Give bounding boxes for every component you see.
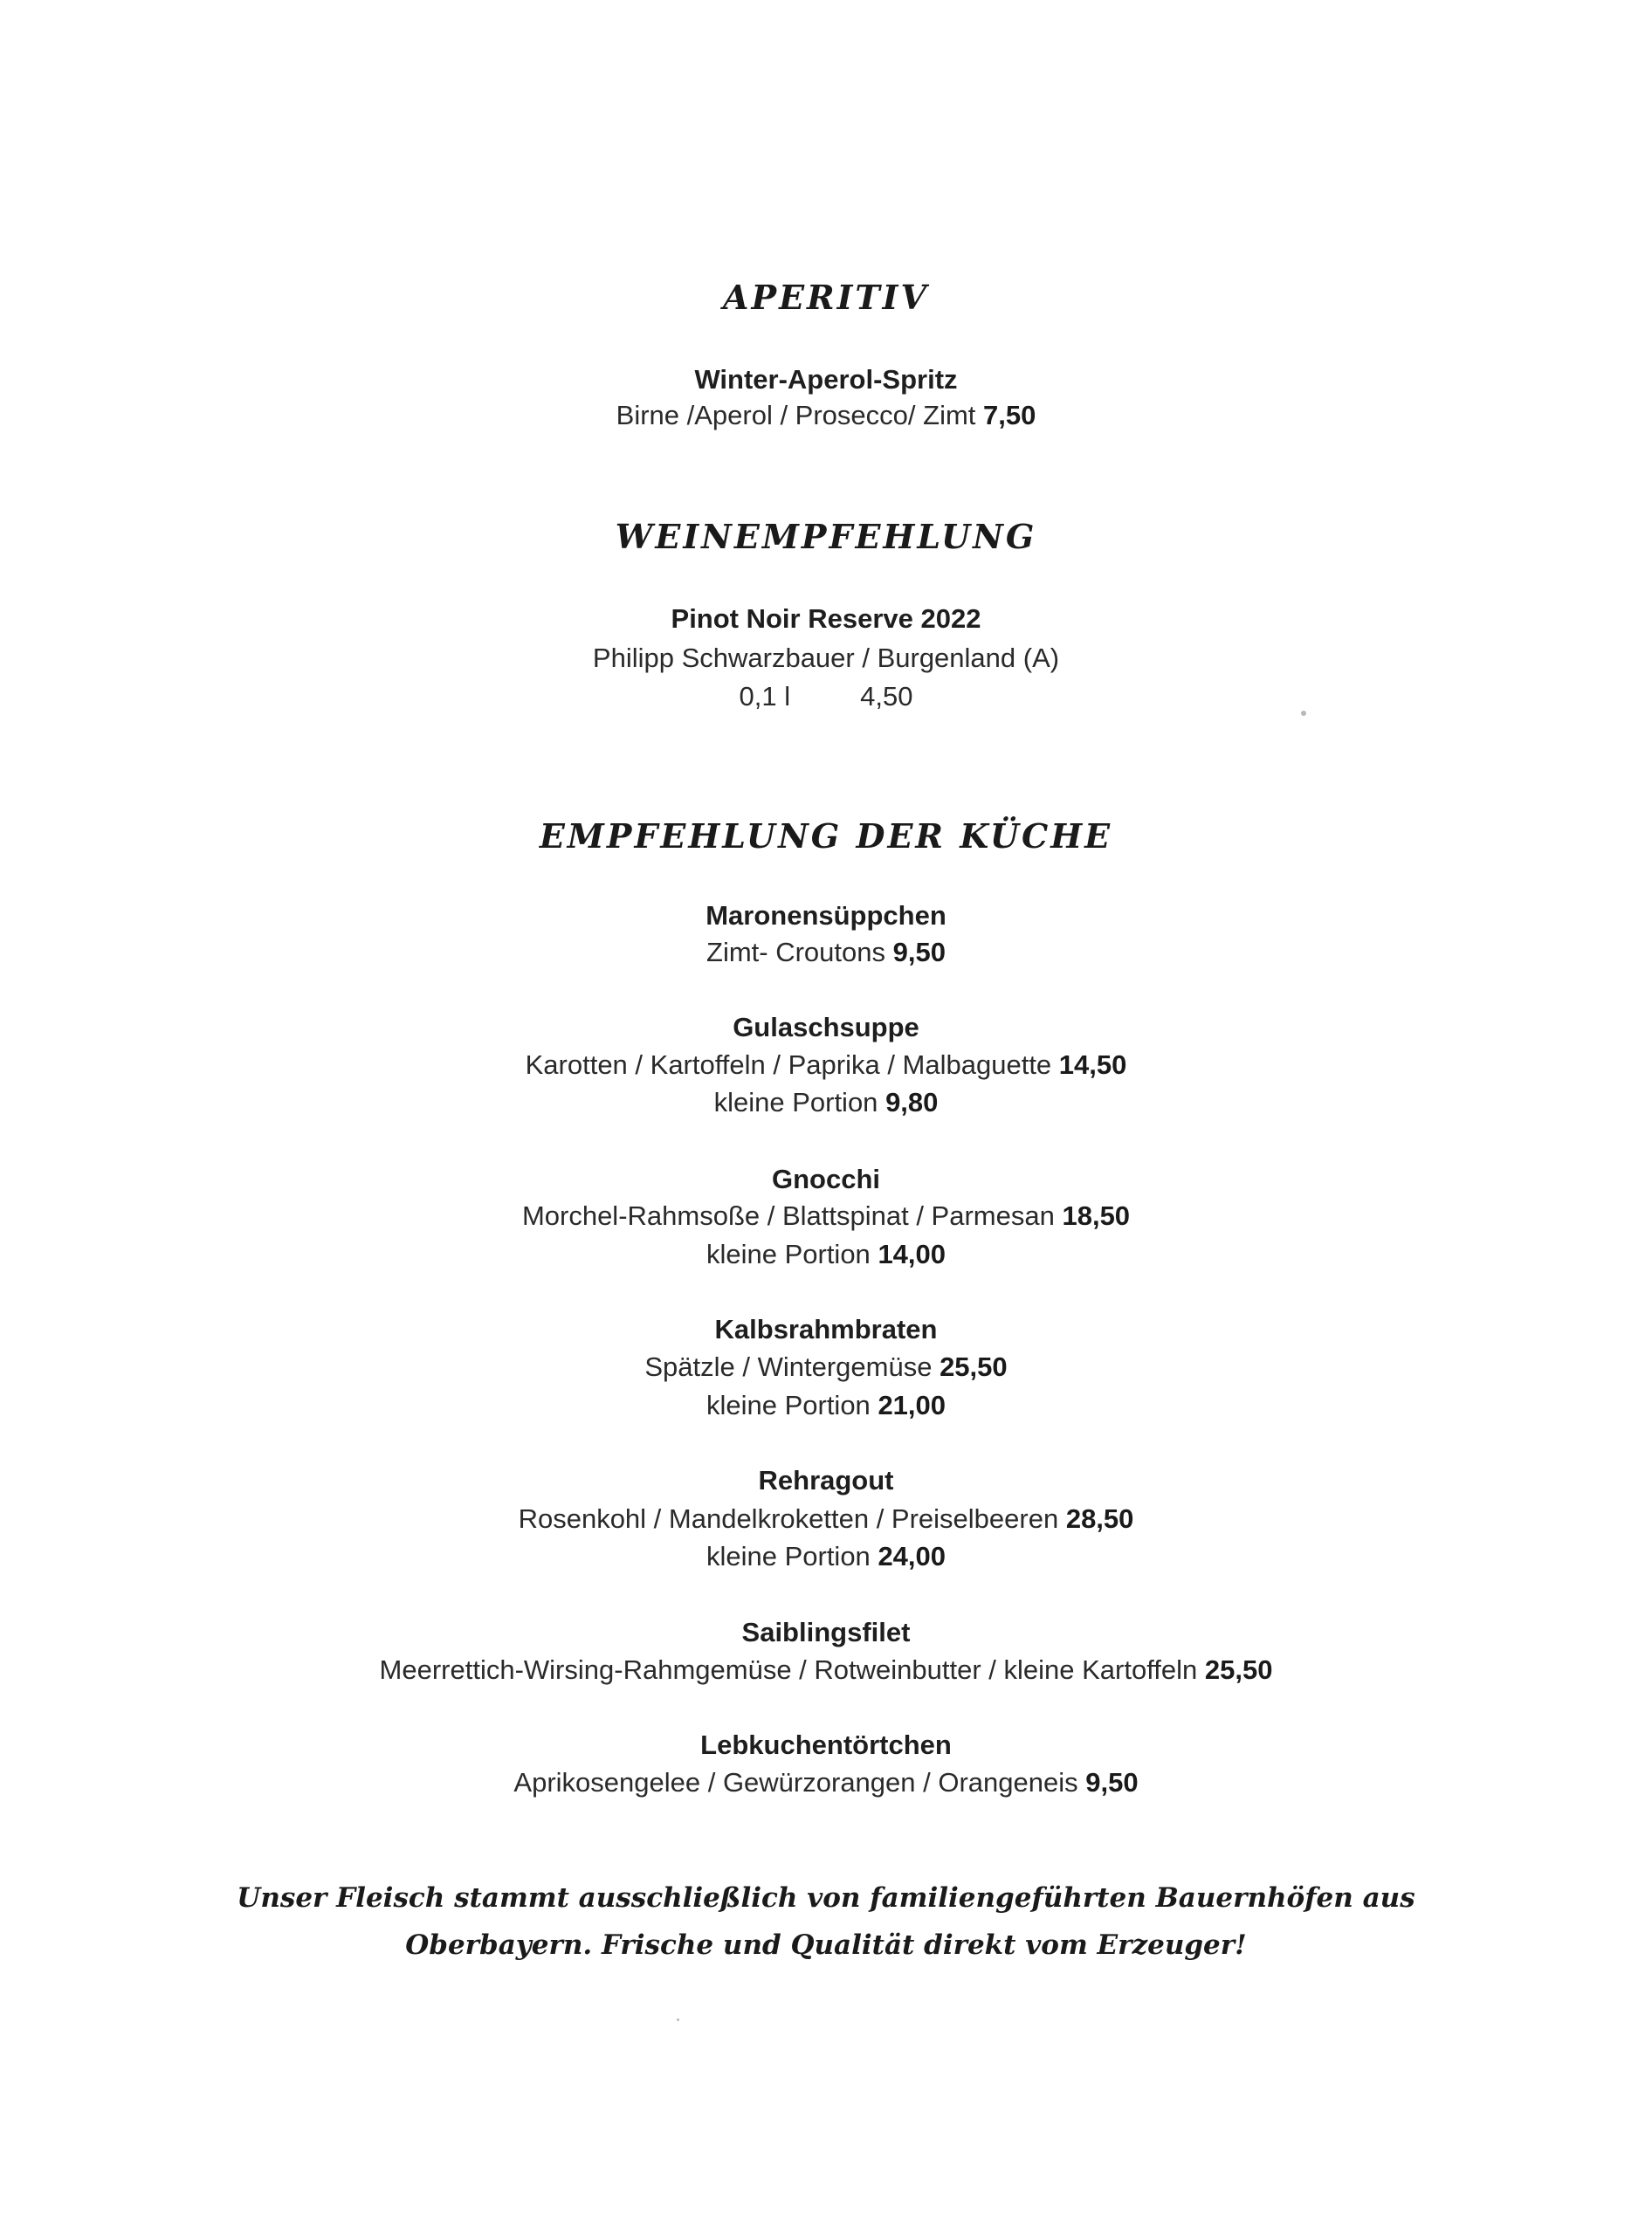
item-small-portion (0, 1541, 1652, 1572)
small-portion-price: 14,00 (878, 1239, 946, 1269)
item-desc (0, 1654, 1652, 1686)
item-name: Gnocchi (771, 1164, 880, 1194)
item-name: Maronensüppchen (706, 900, 946, 931)
item-desc (0, 937, 1652, 968)
small-portion-price: 21,00 (878, 1390, 946, 1420)
item-desc-text: Rosenkohl / Mandelkroketten / Preiselbeeren (518, 1503, 1059, 1534)
scan-speck (677, 2018, 679, 2021)
item-desc-text: Spätzle / Wintergemüse (644, 1351, 933, 1382)
item-small-portion (0, 1390, 1652, 1421)
section-title-aperitiv: APERITIV (723, 278, 929, 317)
item-desc-text: Morchel-Rahmsoße / Blattspinat / Parmesan (521, 1200, 1055, 1231)
item-price: 28,50 (1065, 1503, 1134, 1534)
item-desc-text: Meerrettich-Wirsing-Rahmgemüse / Rotweinbutter / kleine Kartoffeln (379, 1654, 1198, 1685)
section-title-kueche: EMPFEHLUNG DER KÜCHE (539, 816, 1113, 856)
item-desc-wein: Philipp Schwarzbauer / Burgenland (A) (592, 643, 1060, 673)
item-price: 7,50 (983, 400, 1036, 430)
item-desc-text: Zimt- Croutons (706, 937, 885, 967)
small-portion-label: kleine Portion (706, 1390, 871, 1420)
scan-speck (1301, 711, 1306, 716)
item-price: 18,50 (1062, 1200, 1131, 1231)
item-desc (0, 1503, 1652, 1535)
wine-price-row (0, 681, 1652, 712)
small-portion-price: 24,00 (878, 1541, 946, 1571)
small-portion-label: kleine Portion (713, 1087, 878, 1118)
item-desc (0, 1049, 1652, 1081)
item-desc (0, 1200, 1652, 1232)
item-small-portion (0, 1239, 1652, 1270)
small-portion-price: 9,80 (885, 1087, 939, 1118)
item-small-portion (0, 1087, 1652, 1118)
item-price: 9,50 (1085, 1767, 1139, 1798)
item-price: 25,50 (940, 1351, 1008, 1382)
footer-note (0, 1874, 1652, 1969)
item-desc (0, 1351, 1652, 1383)
wine-volume: 0,1 l (739, 681, 791, 712)
footer-line-2: Oberbayern. Frische und Qualität direkt vom Erzeuger! (405, 1929, 1247, 1961)
item-name: Kalbsrahmbraten (714, 1314, 938, 1344)
item-price: 9,50 (892, 937, 946, 967)
item-name-wein: Pinot Noir Reserve 2022 (671, 603, 981, 634)
item-price: 25,50 (1204, 1654, 1273, 1685)
section-title-wein: WEINEMPFEHLUNG (615, 517, 1037, 556)
item-desc (0, 1767, 1652, 1798)
item-name: Saiblingsfilet (741, 1617, 911, 1647)
small-portion-label: kleine Portion (706, 1239, 871, 1269)
wine-price: 4,50 (860, 681, 913, 712)
item-name: Rehragout (758, 1465, 894, 1496)
item-name-aperitiv: Winter-Aperol-Spritz (694, 364, 958, 395)
item-desc-text: Aprikosengelee / Gewürzorangen / Orangeneis (513, 1767, 1078, 1798)
small-portion-label: kleine Portion (706, 1541, 871, 1571)
item-name: Gulaschsuppe (733, 1012, 919, 1042)
item-desc-aperitiv (0, 400, 1652, 431)
item-name: Lebkuchentörtchen (700, 1730, 952, 1760)
footer-line-1: Unser Fleisch stammt ausschließlich von familiengeführten Bauernhöfen aus (237, 1882, 1415, 1914)
item-desc-text: Birne /Aperol / Prosecco/ Zimt (616, 400, 976, 430)
item-desc-text: Karotten / Kartoffeln / Paprika / Malbaguette (525, 1049, 1052, 1080)
item-price: 14,50 (1058, 1049, 1127, 1080)
